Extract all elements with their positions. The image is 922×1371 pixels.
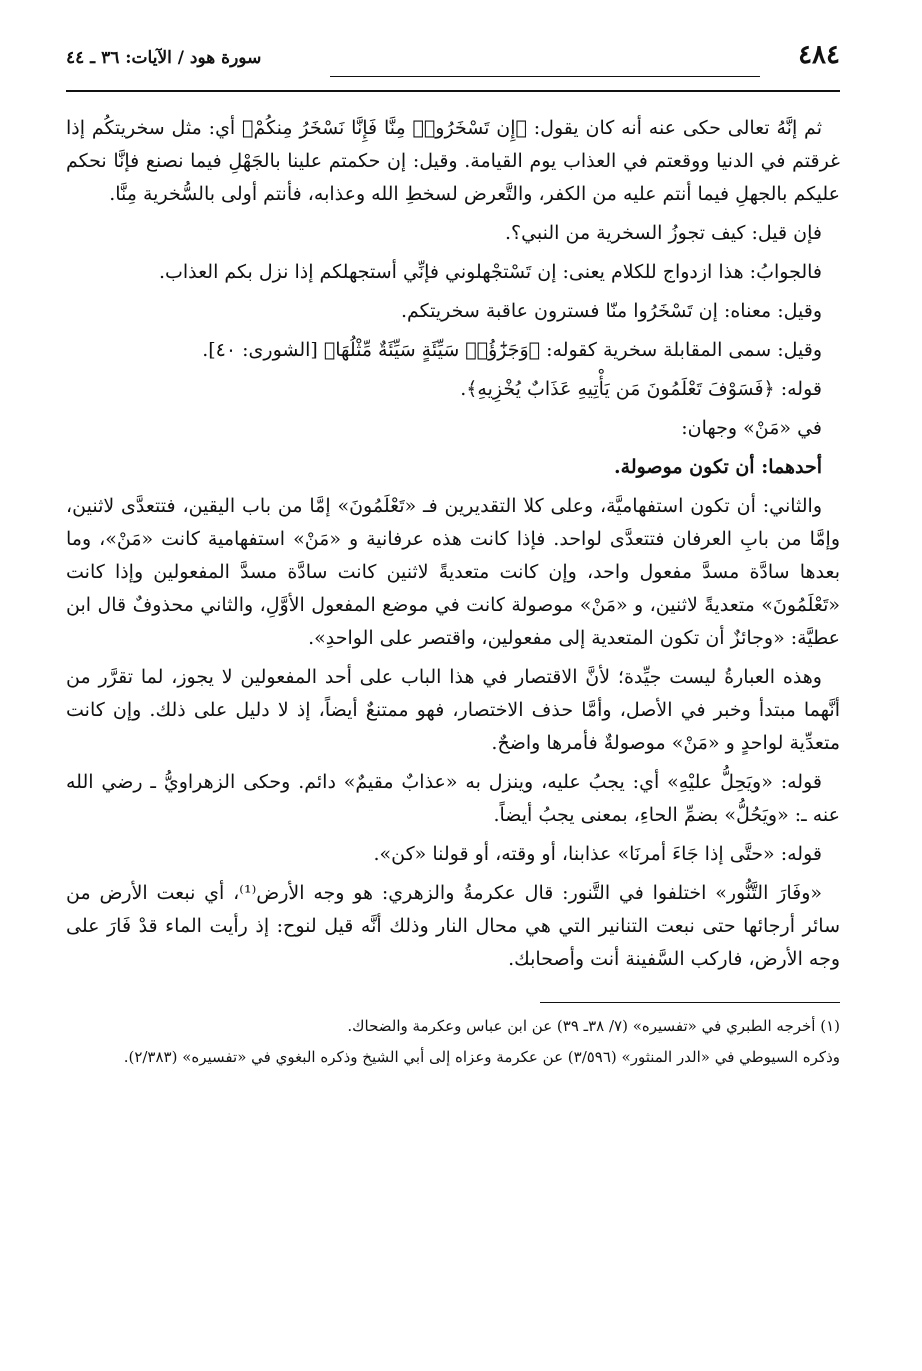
running-title: سورة هود / الآيات: ٣٦ ـ ٤٤ — [66, 48, 262, 68]
footnote: وذكره السيوطي في «الدر المنثور» (٣/٥٩٦) عن عكرمة وعزاه إلى أبي الشيخ وذكره البغوي في «تفسيره» (٢/٣٨٣). — [123, 1048, 840, 1066]
main-text — [66, 112, 840, 976]
page — [66, 30, 840, 1075]
header-rule — [66, 90, 840, 92]
page-header — [66, 30, 840, 90]
paragraph: «وفَارَ التَّنُّور» اختلفوا في التَّنور: قال عكرمةُ والزهري: هو وجه الأرض⁽¹⁾، أي نبعت الأرض من سائر أرجائها حتى نبعت التنانير التي هي محال النار وذلك أنَّه قيل لنوح: إذ رأيت الماء قدْ فَارَ على وجه الأرض، فاركب السَّفينة أنت وأصحابك. — [66, 882, 840, 970]
paragraph: قوله: ﴿فَسَوْفَ تَعْلَمُونَ مَن يَأْتِيهِ عَذَابٌ يُخْزِيهِ﴾. — [460, 378, 822, 400]
paragraph: ثم إنَّهُ تعالى حكى عنه أنه كان يقول: ﴿إِن تَسْخَرُوا۟ مِنَّا فَإِنَّا نَسْخَرُ مِنكُمْ﴾ أي: مثل سخريتكُم إذا غرقتم في الدنيا ووقعتم في العذاب يوم القيامة. وقيل: إن حكمتم علينا بالجَهْلِ فيما نصنع فإنَّا نحكم عليكم بالجهلِ فيما أنتم عليه من الكفر، والتَّعرض لسخطِ الله وعذابه، فأنتم أولى بالسُّخرية مِنَّا. — [66, 117, 840, 205]
paragraph: وقيل: سمى المقابلة سخرية كقوله: ﴿وَجَزَٰٓؤُا۟ سَيِّئَةٍ سَيِّئَةٌ مِّثْلُهَا﴾ [الشورى: ٤٠]. — [202, 339, 822, 361]
footnote-separator — [540, 1002, 840, 1003]
paragraph: وهذه العبارةُ ليست جيِّدة؛ لأنَّ الاقتصار في هذا الباب على أحد المفعولين لا يجوز، لما تقرَّر من أنَّهما مبتدأ وخبر في الأصل، وأمَّا حذف الاختصار، فهو ممتنعٌ أيضاً، إذ لا دليل على ذلك. وإن كانت متعدِّية لواحدٍ و «مَنْ» موصولةٌ فأمرها واضحٌ. — [66, 666, 840, 754]
paragraph: أحدهما: أن تكون موصولة. — [614, 456, 822, 478]
paragraph: فإن قيل: كيف تجوزُ السخرية من النبي؟. — [504, 222, 822, 244]
footnotes — [66, 1013, 840, 1071]
paragraph: فالجوابُ: هذا ازدواج للكلام يعنى: إن تَسْتجْهلوني فإنِّي أستجهلكم إذا نزل بكم العذاب. — [158, 261, 822, 283]
header-line — [330, 76, 760, 77]
page-number: ٤٨٤ — [798, 40, 840, 70]
paragraph: وقيل: معناه: إن تَسْخَرُوا منّا فسترون عاقبة سخريتكم. — [400, 300, 822, 322]
paragraph: والثاني: أن تكون استفهاميَّة، وعلى كلا التقديرين فـ «تَعْلَمُونَ» إمَّا من باب اليقين، فتتعدَّى لاثنين، وإمَّا من بابِ العرفان فتتعدَّى لواحد. فإذا كانت هذه عرفانية و «مَنْ» استفهامية كانت «مَنْ»، وما بعدها سادَّة مسدَّ مفعول واحد، وإن كانت متعديةً لاثنين كانت سادَّة مسدَّ المفعولين وإذا كانت «تَعْلَمُونَ» متعديةً لاثنين، و «مَنْ» موصولة كانت في موضع المفعول الأوَّلِ، والثاني محذوفٌ قال ابن عطيَّة: «وجائزٌ أن تكون المتعدية إلى مفعولين، واقتصر على الواحدِ». — [66, 495, 840, 649]
paragraph: قوله: «حتَّى إذا جَاءَ أمرنَا» عذابنا، أو وقته، أو قولنا «كن». — [373, 843, 822, 865]
paragraph: قوله: «ويَحِلُّ عليْهِ» أي: يجبُ عليه، وينزل به «عذابٌ مقيمٌ» دائم. وحكى الزهراويُّ ـ رضي الله عنه ـ: «ويَحُلُّ» بضمِّ الحاءِ، بمعنى يجبُ أيضاً. — [66, 771, 840, 826]
paragraph: في «مَنْ» وجهان: — [681, 417, 822, 439]
footnote: (١) أخرجه الطبري في «تفسيره» (٧/ ٣٨ـ ٣٩) عن ابن عباس وعكرمة والضحاك. — [347, 1017, 840, 1035]
